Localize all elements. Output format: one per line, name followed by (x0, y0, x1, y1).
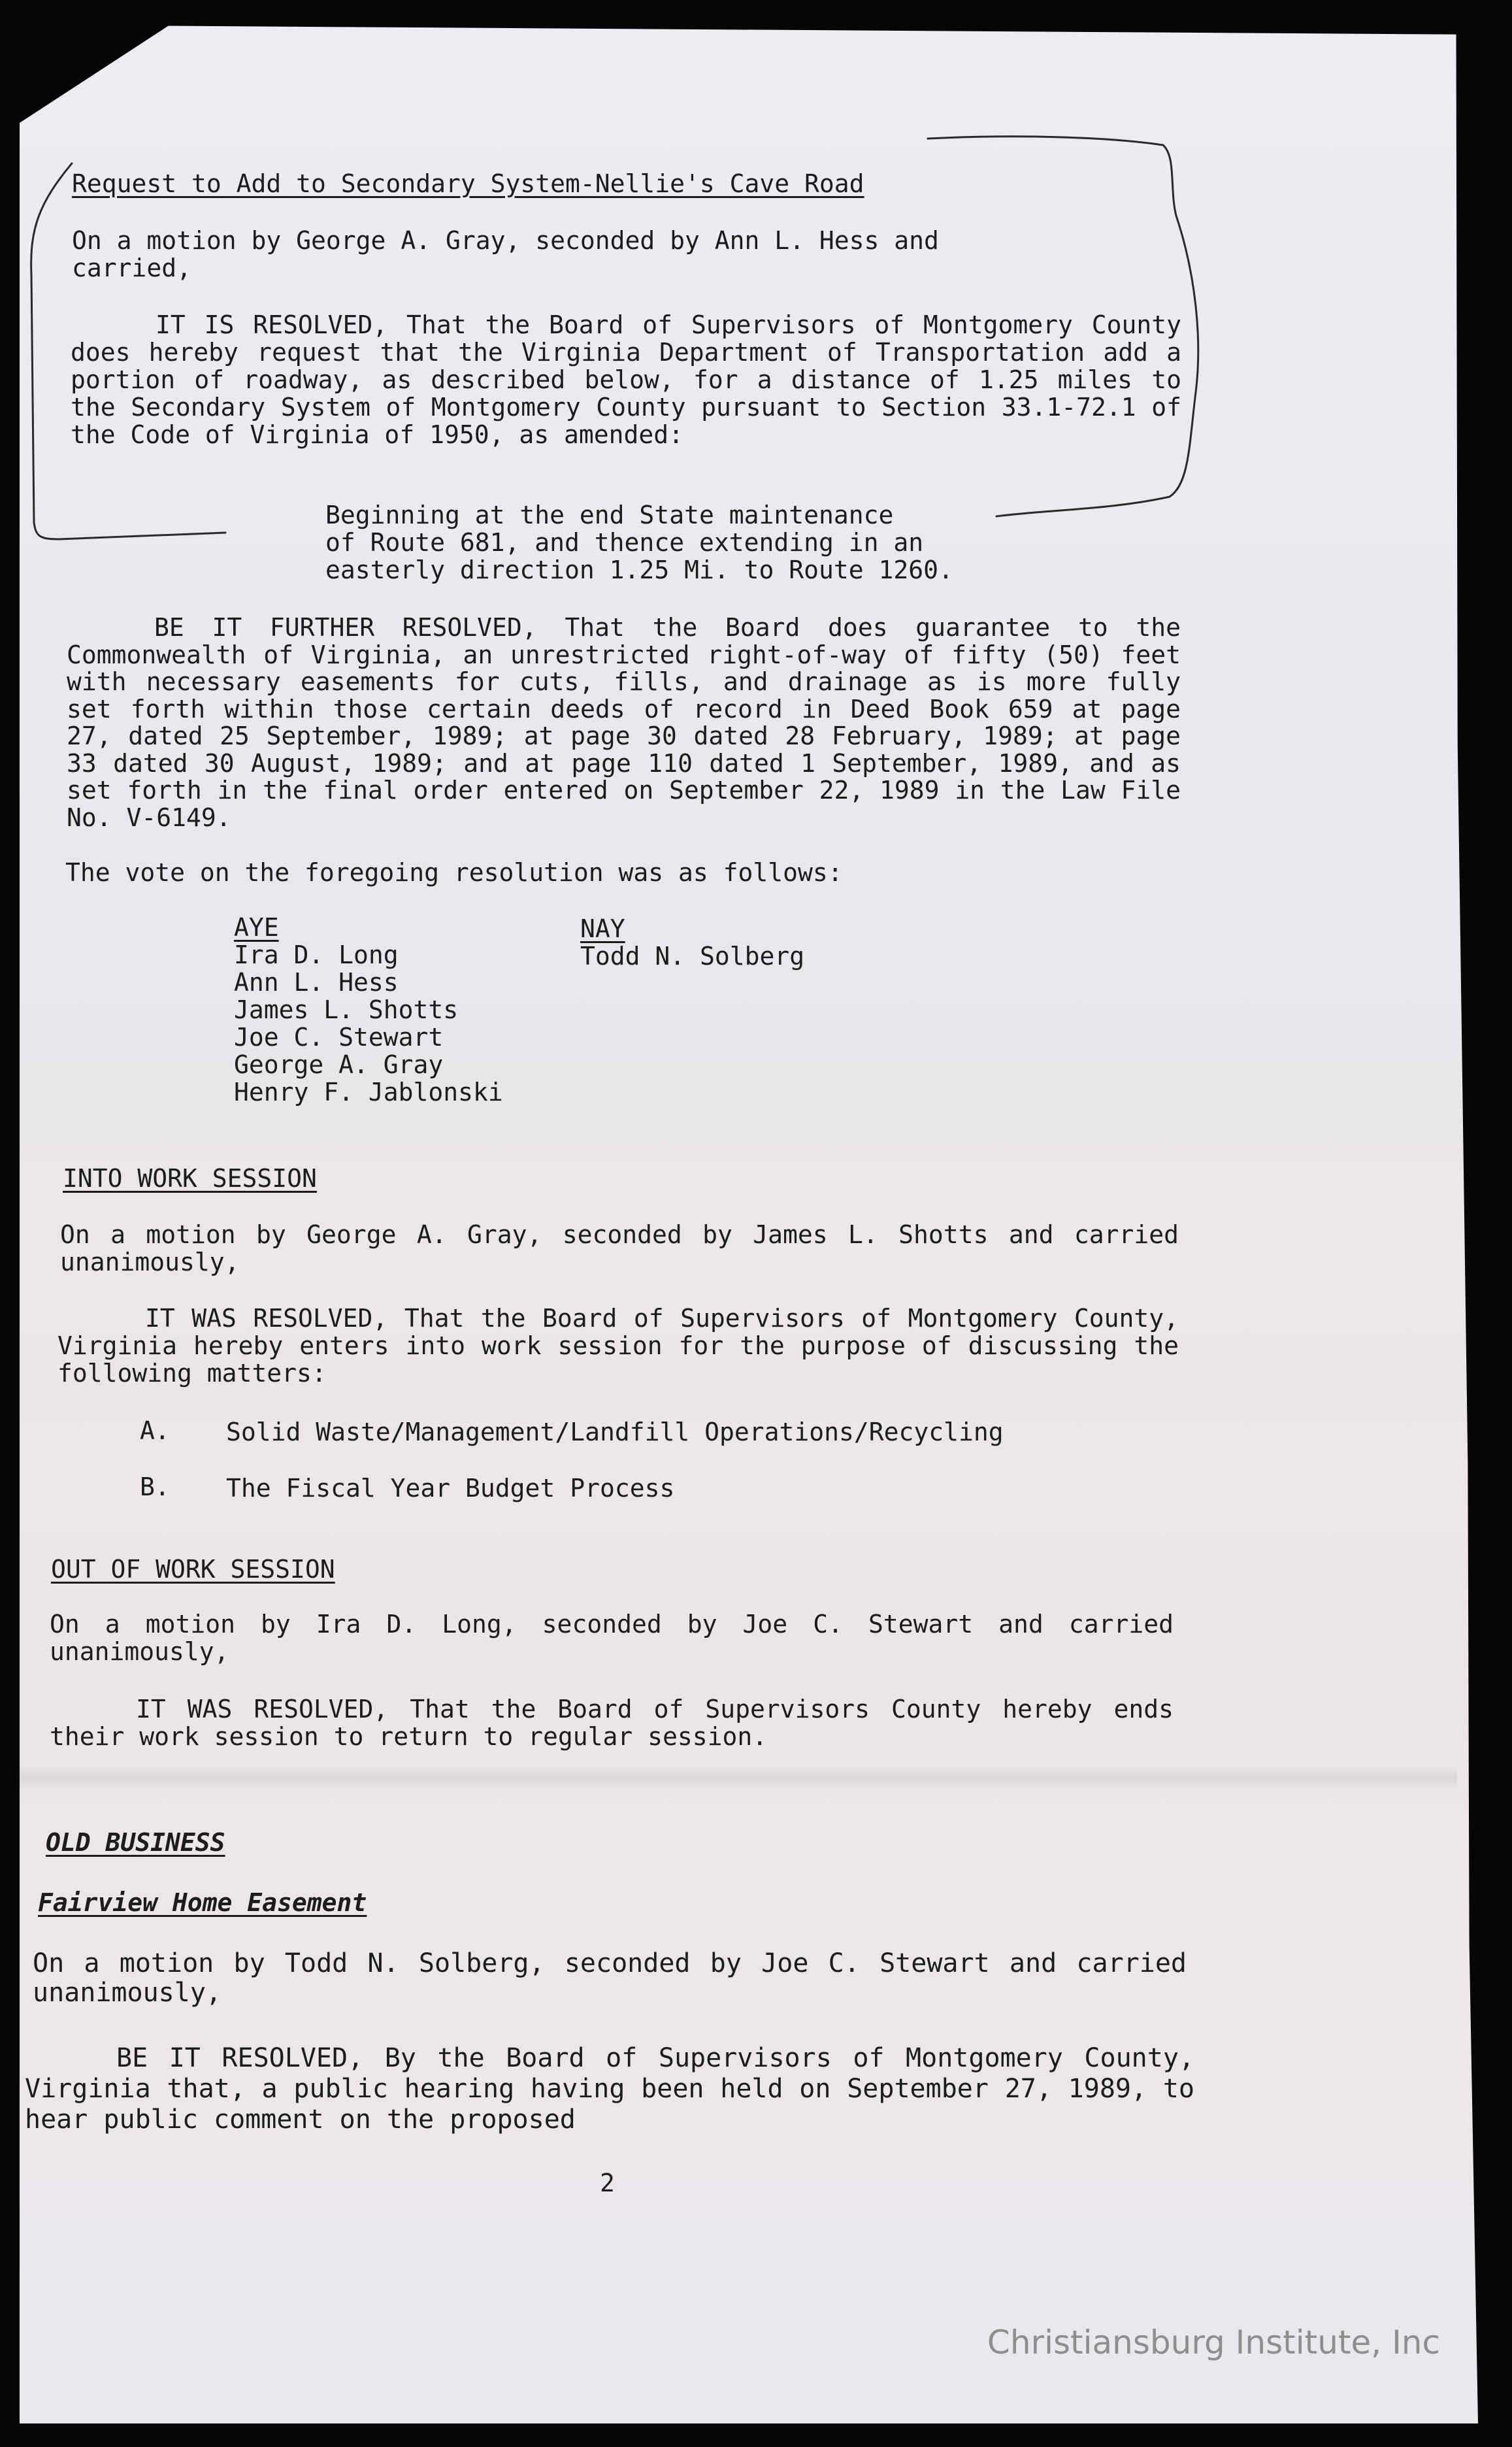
section-heading-into-work-session: INTO WORK SESSION (63, 1164, 317, 1193)
list-item-text: The Fiscal Year Budget Process (226, 1474, 675, 1503)
subheading-fairview-home-easement: Fairview Home Easement (38, 1888, 367, 1917)
nay-header: NAY (580, 914, 625, 943)
nay-voter: Todd N. Solberg (580, 942, 805, 971)
description-line: easterly direction 1.25 Mi. to Route 1260. (325, 556, 953, 584)
paper-fold (20, 1765, 1457, 1791)
aye-header: AYE (234, 913, 279, 942)
page-number: 2 (600, 2169, 615, 2197)
section-heading-out-of-work-session: OUT OF WORK SESSION (51, 1555, 335, 1584)
description-line: Beginning at the end State maintenance (325, 501, 894, 529)
resolution-paragraph: IT WAS RESOLVED, That the Board of Supervisors County hereby ends their work session to return to regular session. (50, 1695, 1174, 1751)
motion-text: On a motion by Todd N. Solberg, seconded by Joe C. Stewart and carried unanimously, (33, 1948, 1187, 2008)
resolution-paragraph: BE IT RESOLVED, By the Board of Supervisors of Montgomery County, Virginia that, a public hearing having been held on September 27, 1989, to hear public comment on the proposed (25, 2043, 1194, 2135)
section-heading-nellies-cave-road: Request to Add to Secondary System-Nellie's Cave Road (72, 169, 864, 198)
torn-corner (20, 25, 170, 123)
list-item-letter: B. (140, 1473, 170, 1501)
aye-voter: Joe C. Stewart (234, 1023, 444, 1052)
aye-voter: Ira D. Long (234, 941, 399, 969)
motion-line: On a motion by George A. Gray, seconded by Ann L. Hess and (72, 226, 939, 255)
motion-text: On a motion by Ira D. Long, seconded by Joe C. Stewart and carried unanimously, (50, 1610, 1174, 1666)
vote-intro: The vote on the foregoing resolution was as follows: (65, 858, 843, 887)
further-resolved-paragraph: BE IT FURTHER RESOLVED, That the Board does guarantee to the Commonwealth of Virginia, an unrestricted right-of-way of fifty (50) feet with necessary easements for cuts, fills, and drainage as is more fully set forth within those certain deeds of record in Deed Book 659 at page 27, dated 25 September, 1989; at page 30 dated 28 February, 1989; at page 33 dated 30 August, 1989; and at page 110 dated 1 September, 1989, and as set forth in the final order entered on September 22, 1989 in the Law File No. V-6149. (67, 613, 1181, 832)
motion-text: On a motion by George A. Gray, seconded by James L. Shotts and carried unanimously, (60, 1220, 1179, 1276)
aye-voter: George A. Gray (234, 1050, 444, 1079)
watermark: Christiansburg Institute, Inc (987, 2323, 1440, 2361)
aye-voter: Henry F. Jablonski (234, 1078, 503, 1107)
list-item-letter: A. (140, 1416, 170, 1445)
motion-text (72, 227, 1179, 282)
aye-voter: James L. Shotts (234, 995, 459, 1024)
section-heading-old-business: OLD BUSINESS (46, 1828, 225, 1857)
motion-line: carried, (72, 254, 192, 282)
aye-voter: Ann L. Hess (234, 968, 399, 997)
description-line: of Route 681, and thence extending in an (325, 528, 924, 557)
resolution-paragraph: IT IS RESOLVED, That the Board of Supervisors of Montgomery County does hereby request that the Virginia Department of Transportation add a portion of roadway, as described below, for a distance of 1.25 miles to the Secondary System of Montgomery County pursuant to Section 33.1-72.1 of the Code of Virginia of 1950, as amended: (71, 310, 1181, 449)
list-item-text: Solid Waste/Management/Landfill Operations/Recycling (226, 1418, 1004, 1446)
resolution-paragraph: IT WAS RESOLVED, That the Board of Supervisors of Montgomery County, Virginia hereby enters into work session for the purpose of discussing the following matters: (58, 1304, 1179, 1388)
